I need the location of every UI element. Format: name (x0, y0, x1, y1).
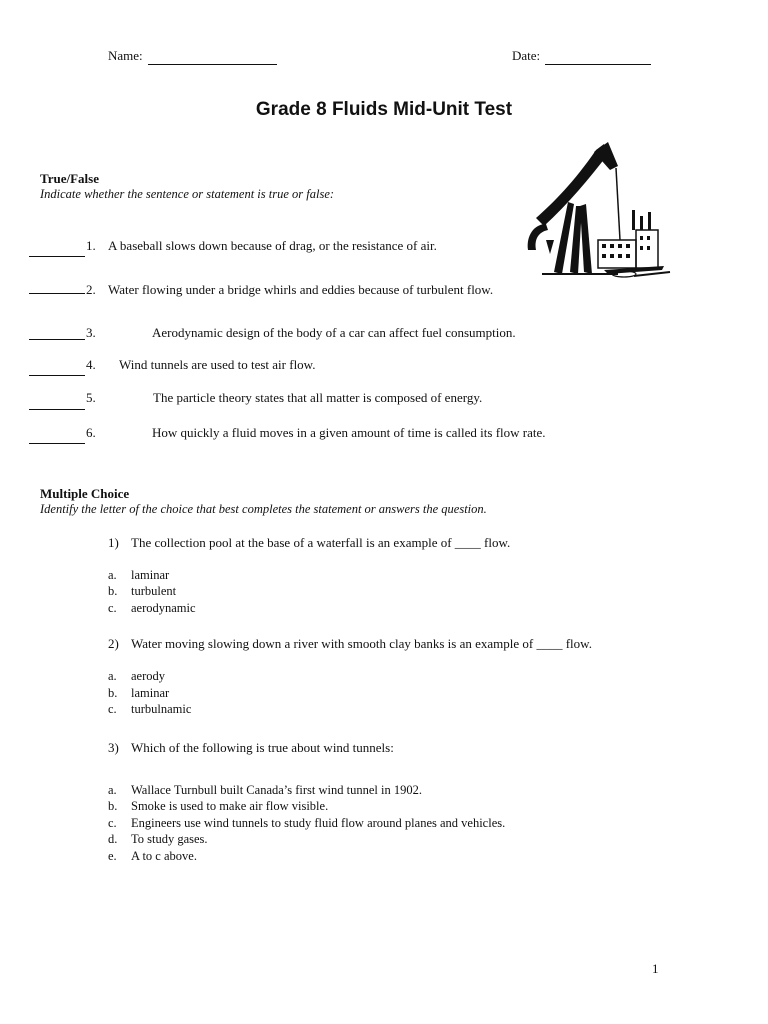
date-label: Date: (512, 48, 541, 63)
option-letter: a. (108, 669, 117, 683)
option-text[interactable]: A to c above. (131, 849, 197, 863)
mc-question-number: 3) (108, 740, 119, 755)
option-letter: d. (108, 832, 118, 846)
oil-pump-icon (524, 140, 672, 282)
option-letter: c. (108, 702, 117, 716)
option-text[interactable]: Smoke is used to make air flow visible. (131, 799, 329, 813)
mc-question-number: 1) (108, 535, 119, 550)
question-text: The particle theory states that all matter is composed of energy. (153, 390, 483, 405)
multiple-choice-instructions: Identify the letter of the choice that best completes the statement or answers the question. (40, 502, 487, 516)
question-number: 5. (86, 390, 96, 405)
name-blank[interactable] (148, 64, 277, 65)
option-text[interactable]: To study gases. (131, 832, 208, 846)
option-text[interactable]: Wallace Turnbull built Canada’s first wind tunnel in 1902. (131, 783, 422, 797)
question-text: Wind tunnels are used to test air flow. (119, 357, 316, 372)
answer-blank[interactable] (29, 256, 85, 257)
option-letter: c. (108, 816, 117, 830)
multiple-choice-heading: Multiple Choice (40, 486, 130, 501)
option-letter: a. (108, 783, 117, 797)
question-text: Aerodynamic design of the body of a car can affect fuel consumption. (152, 325, 516, 340)
answer-blank[interactable] (29, 293, 85, 294)
question-text: How quickly a fluid moves in a given amount of time is called its flow rate. (152, 425, 546, 440)
question-number: 3. (86, 325, 96, 340)
option-text[interactable]: aerodynamic (131, 601, 196, 615)
option-letter: b. (108, 584, 118, 598)
option-letter: b. (108, 686, 118, 700)
true-false-instructions: Indicate whether the sentence or statement is true or false: (40, 187, 335, 201)
option-text[interactable]: laminar (131, 686, 170, 700)
option-text[interactable]: turbulnamic (131, 702, 192, 716)
answer-blank[interactable] (29, 443, 85, 444)
option-letter: c. (108, 601, 117, 615)
question-number: 4. (86, 357, 96, 372)
option-letter: e. (108, 849, 117, 863)
option-text[interactable]: laminar (131, 568, 170, 582)
true-false-heading: True/False (40, 171, 99, 186)
page-number: 1 (652, 961, 659, 976)
name-label: Name: (108, 48, 143, 63)
option-letter: a. (108, 568, 117, 582)
answer-blank[interactable] (29, 339, 85, 340)
question-number: 6. (86, 425, 96, 440)
page-title: Grade 8 Fluids Mid-Unit Test (255, 99, 513, 120)
question-text: A baseball slows down because of drag, or the resistance of air. (108, 238, 437, 253)
option-text[interactable]: aerody (131, 669, 166, 683)
question-text: Water flowing under a bridge whirls and eddies because of turbulent flow. (108, 282, 494, 297)
option-text[interactable]: turbulent (131, 584, 177, 598)
option-letter: b. (108, 799, 118, 813)
answer-blank[interactable] (29, 409, 85, 410)
answer-blank[interactable] (29, 375, 85, 376)
date-blank[interactable] (545, 64, 651, 65)
question-number: 1. (86, 238, 96, 253)
mc-question-text: Which of the following is true about wind tunnels: (131, 740, 394, 755)
mc-question-text: Water moving slowing down a river with smooth clay banks is an example of ____ flow. (131, 636, 592, 651)
option-text[interactable]: Engineers use wind tunnels to study fluid flow around planes and vehicles. (131, 816, 506, 830)
mc-question-number: 2) (108, 636, 119, 651)
mc-question-text: The collection pool at the base of a waterfall is an example of ____ flow. (131, 535, 511, 550)
question-number: 2. (86, 282, 96, 297)
